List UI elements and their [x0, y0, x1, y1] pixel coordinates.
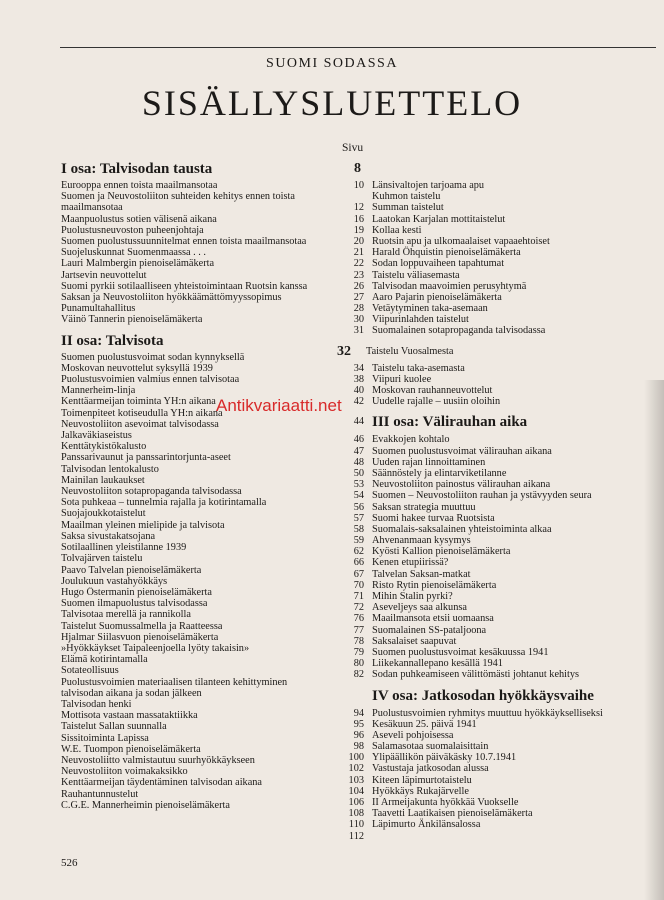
toc-entry-title: Hjalmar Siilasvuon pienoiselämäkerta: [61, 631, 219, 643]
toc-entry-title: Väinö Tannerin pienoiselämäkerta: [61, 314, 203, 326]
toc-entry-title: Taistelu taka-asemasta: [372, 362, 465, 374]
toc-entry-page: 46: [353, 434, 364, 446]
toc-entry: [61, 314, 366, 325]
toc-entry: [353, 669, 627, 681]
toc-entry: [61, 766, 366, 777]
toc-entry-title: Tolvajärven taistelu: [61, 553, 143, 565]
toc-entry-title: Neuvostoliitto valmistautuu suurhyökkäykseen: [61, 754, 255, 766]
toc-entry: [353, 490, 627, 502]
toc-entry-title: Puolustusvoimien materiaalisen tilanteen kehittyminen: [61, 676, 288, 688]
toc-entry: [353, 373, 627, 385]
toc-entry-title: Aaro Pajarin pienoiselämäkerta: [372, 291, 502, 303]
toc-entry-page: 94: [353, 707, 364, 719]
toc-entry: [61, 441, 366, 452]
toc-entry: [61, 281, 366, 292]
toc-entry: [61, 632, 366, 643]
toc-entry-page: 47: [353, 445, 364, 457]
toc-entry: [61, 755, 366, 766]
toc-entry: [61, 419, 366, 430]
section-heading: [353, 413, 627, 431]
toc-entry-title: Kyösti Kallion pienoiselämäkerta: [372, 546, 511, 558]
toc-entry-page: 19: [353, 224, 364, 236]
toc-entry: [353, 314, 627, 326]
toc-entry-page: 59: [353, 535, 364, 547]
toc-entry: [61, 486, 366, 497]
toc-entry-title: Rauhantunnustelut: [61, 788, 139, 800]
section-heading-page: 8: [354, 161, 361, 176]
top-rule: [60, 47, 656, 48]
toc-entry-title: Uudelle rajalle – uusiin oloihin: [372, 396, 501, 408]
toc-entry-page: 58: [353, 523, 364, 535]
toc-entry: [61, 774, 366, 789]
toc-entry: [353, 707, 627, 719]
toc-entry: [348, 797, 627, 808]
toc-entry: [353, 467, 627, 479]
toc-entry: [353, 396, 627, 408]
toc-entry: [353, 546, 627, 558]
toc-entry: [61, 236, 366, 247]
toc-entry-title: Elämä kotirintamalla: [61, 654, 148, 666]
toc-entry: [353, 224, 627, 236]
toc-entry-title: Laatokan Karjalan mottitaistelut: [372, 213, 506, 225]
toc-entry: [348, 752, 627, 764]
section-heading: [354, 160, 627, 178]
toc-entry: [353, 523, 627, 535]
toc-entry: [348, 830, 627, 842]
toc-entry: [348, 819, 627, 831]
toc-entry-title: Suomalais-saksalainen yhteistoiminta alkaa: [372, 523, 552, 535]
toc-entry-title: Länsivaltojen tarjoama apu: [372, 180, 485, 191]
toc-entry-page: 100: [348, 752, 364, 764]
toc-entry-page: 56: [353, 501, 364, 513]
watermark: Antikvariaatti.net: [216, 396, 342, 415]
toc-entry: [353, 646, 627, 658]
toc-entry: [353, 303, 627, 315]
toc-entry-title: Puolustusvoimien ryhmitys muuttuu hyökkäykselliseksi: [372, 707, 603, 719]
toc-entry-title: Viipurinlahden taistelut: [372, 314, 469, 326]
toc-entry: [348, 774, 627, 786]
toc-entry-title: Kiteen läpimurtotaistelu: [372, 774, 472, 786]
toc-entry-title: Suomen puolustussuunnitelmat ennen toista maailmansotaa: [61, 236, 307, 248]
toc-entry-title: Mihin Stalin pyrki?: [372, 591, 453, 602]
toc-entry: [348, 808, 627, 820]
section-heading-text: I osa: Talvisodan tausta: [61, 161, 213, 177]
toc-entry-title: Vastustaja jatkosodan alussa: [372, 763, 489, 775]
toc-entry-title: Suojajoukkotaistelut: [61, 508, 146, 520]
toc-entry-title: Viipuri kuolee: [372, 373, 432, 385]
toc-entry-title: Suomi hakee turvaa Ruotsista: [372, 512, 495, 524]
section-heading-page: 32: [337, 343, 351, 359]
toc-entry-page: 21: [353, 247, 364, 259]
toc-entry: [61, 576, 366, 587]
toc-entry-title: »Hyökkäykset Taipaleenjoella lyöty takaisin»: [61, 642, 250, 654]
toc-entry: [61, 385, 366, 396]
toc-entry-page: 62: [353, 546, 364, 558]
toc-entry-title: Taistelut Sallan suunnalla: [61, 721, 167, 733]
toc-entry-page: 108: [348, 808, 364, 820]
toc-entry-page: 53: [353, 479, 364, 491]
toc-entry-title: Salamasotaa suomalaisittain: [372, 741, 489, 753]
toc-entry-title: Saksan ja Neuvostoliiton hyökkäämättömyyssopimus: [61, 292, 282, 304]
toc-entry-title: Kenttäarmeijan täydentäminen talvisodan aikana: [61, 777, 262, 789]
toc-entry-title: Suomalainen SS-pataljoona: [372, 624, 487, 636]
toc-entry: [353, 325, 627, 337]
section-heading: [372, 687, 627, 705]
toc-entry-title: Harald Öhquistin pienoiselämäkerta: [372, 247, 521, 259]
toc-entry-title: W.E. Tuompon pienoiselämäkerta: [61, 743, 201, 755]
toc-entry-title: Hugo Östermanin pienoiselämäkerta: [61, 586, 212, 598]
toc-entry: [353, 718, 627, 730]
toc-entry-page: 102: [348, 763, 364, 775]
toc-entry-title: Moskovan neuvottelut syksyllä 1939: [61, 362, 213, 374]
toc-entry: [61, 643, 366, 654]
toc-entry-title: Suomen puolustusvoimat sodan kynnyksellä: [61, 351, 245, 363]
running-header: SUOMI SODASSA: [266, 56, 398, 71]
toc-entry-title: Suomen puolustusvoimat välirauhan aikana: [372, 445, 552, 457]
toc-entry-page: 72: [353, 602, 364, 614]
toc-entry-title: Maailmansota etsii uomaansa: [372, 613, 494, 625]
toc-entry-page: 40: [353, 385, 364, 396]
toc-entry: [61, 800, 366, 811]
toc-entry-title: Mainilan laukaukset: [61, 474, 145, 486]
toc-entry-title: Talvisotaa merellä ja rannikolla: [61, 609, 191, 621]
toc-entry-title: Joulukuun vastahyökkäys: [61, 575, 168, 587]
toc-entry: [61, 707, 366, 722]
toc-entry-title: Sotilaallinen yleistilanne 1939: [61, 542, 187, 554]
toc-entry-page: 38: [353, 373, 364, 385]
toc-entry-title: talvisodan aikana ja sodan jälkeen: [61, 687, 202, 699]
toc-entry: [61, 677, 366, 688]
page-title: SISÄLLYSLUETTELO: [141, 83, 523, 123]
toc-entry-page: 57: [353, 512, 364, 524]
toc-entry: [353, 624, 627, 636]
toc-entry-title: Taistelut Suomussalmella ja Raatteessa: [61, 620, 223, 632]
page-column-label: Sivu: [342, 142, 364, 154]
toc-entry-page: 112: [348, 830, 364, 842]
toc-entry-title: Ahvenanmaan kysymys: [372, 535, 471, 547]
toc-entry: [61, 430, 366, 441]
toc-right-column: [337, 160, 627, 842]
toc-entry: [61, 180, 366, 191]
toc-entry: [61, 744, 366, 755]
toc-entry: [61, 374, 366, 385]
toc-entry: [353, 579, 627, 591]
toc-entry-title: Puolustusneuvoston puheenjohtaja: [61, 224, 204, 236]
toc-entry-title: Maailman yleinen mielipide ja talvisota: [61, 519, 225, 531]
section-heading: [61, 332, 366, 350]
toc-entry: [61, 542, 366, 553]
toc-entry-title: Läpimurto Änkilänsalossa: [372, 819, 481, 831]
toc-entry-title: Punamultahallitus: [61, 303, 136, 315]
toc-entry-title: Aseveljeys saa alkunsa: [372, 602, 467, 614]
toc-entry-title: Summan taistelut: [372, 202, 444, 214]
toc-entry-title: Mannerheim-linja: [61, 385, 136, 397]
toc-entry-page: 77: [353, 624, 364, 636]
toc-entry-title: Suomalainen sotapropaganda talvisodassa: [372, 325, 546, 337]
toc-entry: [353, 269, 627, 281]
toc-entry: [61, 565, 366, 576]
toc-entry: [61, 258, 366, 269]
toc-entry: [353, 291, 627, 303]
toc-entry: [372, 191, 627, 202]
toc-entry: [61, 789, 366, 800]
toc-entry-title: Panssarivaunut ja panssarintorjunta-aseet: [61, 452, 231, 464]
toc-entry-title: Talvisodan henki: [61, 698, 132, 710]
toc-entry-title: Suomen – Neuvostoliiton rauhan ja ystävyyden seura: [372, 490, 592, 502]
toc-entry-title: Kenttäarmeijan toiminta YH:n aikana: [61, 396, 216, 408]
toc-entry-page: 22: [353, 258, 364, 270]
toc-entry-page: 34: [353, 362, 364, 374]
toc-entry: [353, 602, 627, 614]
toc-entry: [353, 456, 627, 468]
toc-entry: [353, 280, 627, 292]
toc-entry-page: 50: [353, 467, 364, 479]
toc-entry-page: 67: [353, 568, 364, 580]
toc-entry: [61, 587, 366, 598]
toc-entry-page: 10: [353, 180, 364, 191]
toc-entry: [353, 557, 627, 569]
toc-entry: [353, 247, 627, 259]
toc-entry: [61, 609, 366, 620]
toc-entry-title: Kenen etupiirissä?: [372, 557, 449, 569]
toc-entry-page: 20: [353, 235, 364, 247]
toc-entry: [353, 434, 627, 446]
toc-entry-title: Kuhmon taistelu: [372, 191, 441, 203]
section-heading: [61, 160, 366, 178]
toc-entry-title: Jartsevin neuvottelut: [61, 269, 147, 281]
toc-entry: [353, 202, 627, 214]
toc-entry: [61, 520, 366, 531]
toc-entry-title: C.G.E. Mannerheimin pienoiselämäkerta: [61, 799, 230, 811]
toc-entry-page: 79: [353, 646, 364, 658]
toc-entry-title: Suomen ja Neuvostoliiton suhteiden kehitys ennen toista: [61, 191, 295, 203]
toc-entry: [353, 658, 627, 670]
toc-entry-title: Ruotsin apu ja ulkomaalaiset vapaaehtoiset: [372, 235, 550, 247]
toc-entry: [353, 362, 627, 374]
toc-entry: [353, 568, 627, 580]
toc-entry-page: 12: [353, 202, 364, 214]
toc-entry-title: Evakkojen kohtalo: [372, 434, 450, 446]
toc-entry-page: 27: [353, 291, 364, 303]
toc-entry-title: Maanpuolustus sotien välisenä aikana: [61, 213, 217, 225]
toc-entry-page: 54: [353, 490, 364, 502]
toc-entry-page: 110: [348, 819, 364, 831]
toc-entry-page: 16: [353, 213, 364, 225]
toc-entry-title: Saksa sivustakatsojana: [61, 530, 156, 542]
toc-entry-page: 26: [353, 280, 364, 292]
toc-entry-title: Taistelu väliasemasta: [372, 269, 460, 281]
toc-entry-title: Hyökkäys Rukajärvelle: [372, 785, 469, 797]
toc-entry-title: Saksalaiset saapuvat: [372, 635, 457, 647]
toc-entry: [353, 635, 627, 647]
toc-entry: [61, 303, 366, 314]
toc-entry: [353, 180, 627, 191]
toc-entry-title: Kollaa kesti: [372, 224, 422, 236]
toc-entry: [353, 591, 627, 602]
toc-entry-page: 96: [353, 729, 364, 741]
toc-entry: [61, 718, 366, 733]
toc-entry: [353, 258, 627, 270]
toc-entry-title: Mottisota vastaan massataktiikka: [61, 710, 198, 722]
toc-entry-title: Risto Rytin pienoiselämäkerta: [372, 579, 497, 591]
toc-entry-page: 103: [348, 774, 364, 786]
toc-entry-page: 78: [353, 635, 364, 647]
toc-entry-page: 42: [353, 396, 364, 408]
toc-entry-title: maailmansotaa: [61, 202, 123, 214]
toc-entry-page: 48: [353, 456, 364, 468]
toc-entry: [61, 247, 366, 258]
toc-entry-title: Uuden rajan linnoittaminen: [372, 456, 486, 468]
toc-entry-page: 104: [348, 785, 364, 797]
toc-entry: [353, 613, 627, 625]
toc-entry: [61, 665, 366, 676]
toc-entry: [61, 292, 366, 303]
toc-entry: [61, 688, 366, 699]
toc-entry-title: Neuvostoliiton voimakaksikko: [61, 766, 188, 778]
toc-entry-title: Neuvostoliiton asevoimat talvisodassa: [61, 418, 219, 430]
toc-entry-title: Sotateollisuus: [61, 665, 119, 677]
toc-entry-title: Liikekannallepano kesällä 1941: [372, 658, 503, 670]
toc-entry-title: Kesäkuun 25. päivä 1941: [372, 718, 477, 730]
toc-entry-title: Säännöstely ja elintarviketilanne: [372, 467, 507, 479]
toc-entry-title: Kenttätykistökalusto: [61, 441, 147, 453]
toc-entry-title: Suomen ilmapuolustus talvisodassa: [61, 598, 208, 610]
toc-entry: [353, 213, 627, 225]
toc-entry-title: Talvisodan lentokalusto: [61, 463, 159, 475]
toc-entry: [61, 508, 366, 519]
toc-entry-page: 30: [353, 314, 364, 326]
toc-entry-title: Vetäytyminen taka-asemaan: [372, 303, 488, 315]
toc-entry-title: Lauri Malmbergin pienoiselämäkerta: [61, 258, 215, 270]
toc-entry-title: Saksan strategia muuttuu: [372, 501, 476, 513]
toc-entry-title: Neuvostoliiton painostus välirauhan aikana: [372, 479, 551, 491]
toc-entry-page: 28: [353, 303, 364, 315]
toc-entry-title: Ylipäällikön päiväkäsky 10.7.1941: [372, 752, 517, 764]
section-heading-page: 44: [353, 416, 364, 428]
toc-entry-title: Taavetti Laatikaisen pienoiselämäkerta: [372, 808, 533, 820]
toc-entry: [61, 553, 366, 564]
section-heading-text: Taistelu Vuosalmesta: [366, 345, 454, 357]
toc-entry-title: Toimenpiteet kotiseudulla YH:n aikana: [61, 407, 223, 419]
toc-entry: [61, 621, 366, 632]
toc-entry: [348, 785, 627, 797]
toc-entry: [353, 235, 627, 247]
page-edge-shadow: [644, 380, 664, 900]
toc-entry-title: Paavo Talvelan pienoiselämäkerta: [61, 564, 202, 576]
toc-entry: [61, 598, 366, 609]
toc-entry-page: 80: [353, 658, 364, 670]
section-heading-text: III osa: Välirauhan aika: [372, 414, 528, 431]
toc-entry: [61, 531, 366, 542]
toc-entry: [61, 352, 366, 363]
toc-entry-title: Suojeluskunnat Suomenmaassa . . .: [61, 247, 207, 259]
toc-entry: [353, 445, 627, 457]
toc-entry: [61, 363, 366, 374]
toc-entry-page: 23: [353, 269, 364, 281]
toc-entry-page: 95: [353, 718, 364, 730]
toc-entry: [61, 225, 366, 236]
toc-entry-page: 82: [353, 669, 364, 681]
toc-entry: [61, 733, 366, 744]
toc-entry-title: Sodan loppuvaiheen tapahtumat: [372, 258, 505, 270]
toc-entry-page: 70: [353, 579, 364, 591]
toc-entry-page: 106: [348, 797, 364, 808]
toc-entry: [61, 654, 366, 665]
section-heading-text: IV osa: Jatkosodan hyökkäysvaihe: [372, 687, 594, 704]
toc-entry-title: Neuvostoliiton sotapropaganda talvisodassa: [61, 486, 242, 498]
toc-entry-title: Sota puhkeaa – tunnelmia rajalla ja kotirintamalla: [61, 497, 267, 509]
toc-entry-title: Aseveli pohjoisessa: [372, 729, 454, 741]
toc-entry-title: Suomi pyrkii sotilaalliseen yhteistoimintaan Ruotsin kanssa: [61, 280, 308, 292]
page-number: 526: [61, 857, 78, 869]
toc-entry: [61, 475, 366, 486]
toc-entry: [353, 479, 627, 491]
toc-entry: [61, 464, 366, 475]
toc-entry-title: Sodan puhkeamiseen välittömästi johtanut kehitys: [372, 669, 580, 681]
toc-entry-title: Eurooppa ennen toista maailmansotaa: [61, 180, 218, 191]
toc-entry: [61, 452, 366, 463]
toc-entry-page: 98: [353, 741, 364, 753]
toc-entry-title: Moskovan rauhanneuvottelut: [372, 385, 493, 396]
toc-entry-page: 71: [353, 591, 364, 602]
toc-entry-page: 31: [353, 325, 364, 337]
toc-entry-page: 66: [353, 557, 364, 569]
toc-entry-title: II Armeijakunta hyökkää Vuokselle: [372, 797, 519, 808]
toc-entry-title: Sissitoiminta Lapissa: [61, 732, 149, 744]
toc-entry: [353, 729, 627, 741]
toc-entry: [61, 497, 366, 508]
section-heading-text: II osa: Talvisota: [61, 332, 164, 349]
toc-entry-page: [337, 191, 364, 202]
toc-entry-title: Jalkaväkiaseistus: [61, 430, 132, 442]
section-heading: [337, 343, 627, 361]
toc-entry: [348, 763, 627, 775]
toc-entry: [353, 535, 627, 547]
toc-entry-title: Suomen puolustusvoimat kesäkuussa 1941: [372, 646, 549, 658]
toc-entry-title: Talvelan Saksan-matkat: [372, 568, 471, 580]
toc-entry: [61, 270, 366, 281]
toc-entry: [61, 202, 366, 213]
toc-entry: [61, 214, 366, 225]
toc-left-column: [61, 160, 366, 811]
toc-entry: [353, 501, 627, 513]
toc-entry: [61, 699, 366, 710]
toc-entry-title: Talvisodan maavoimien perusyhtymä: [372, 280, 527, 292]
toc-entry-title: Puolustusvoimien valmius ennen talvisotaa: [61, 374, 240, 386]
toc-entry-page: 76: [353, 613, 364, 625]
toc-entry: [61, 191, 366, 202]
toc-entry: [353, 741, 627, 753]
toc-entry: [353, 385, 627, 396]
toc-entry: [353, 512, 627, 524]
